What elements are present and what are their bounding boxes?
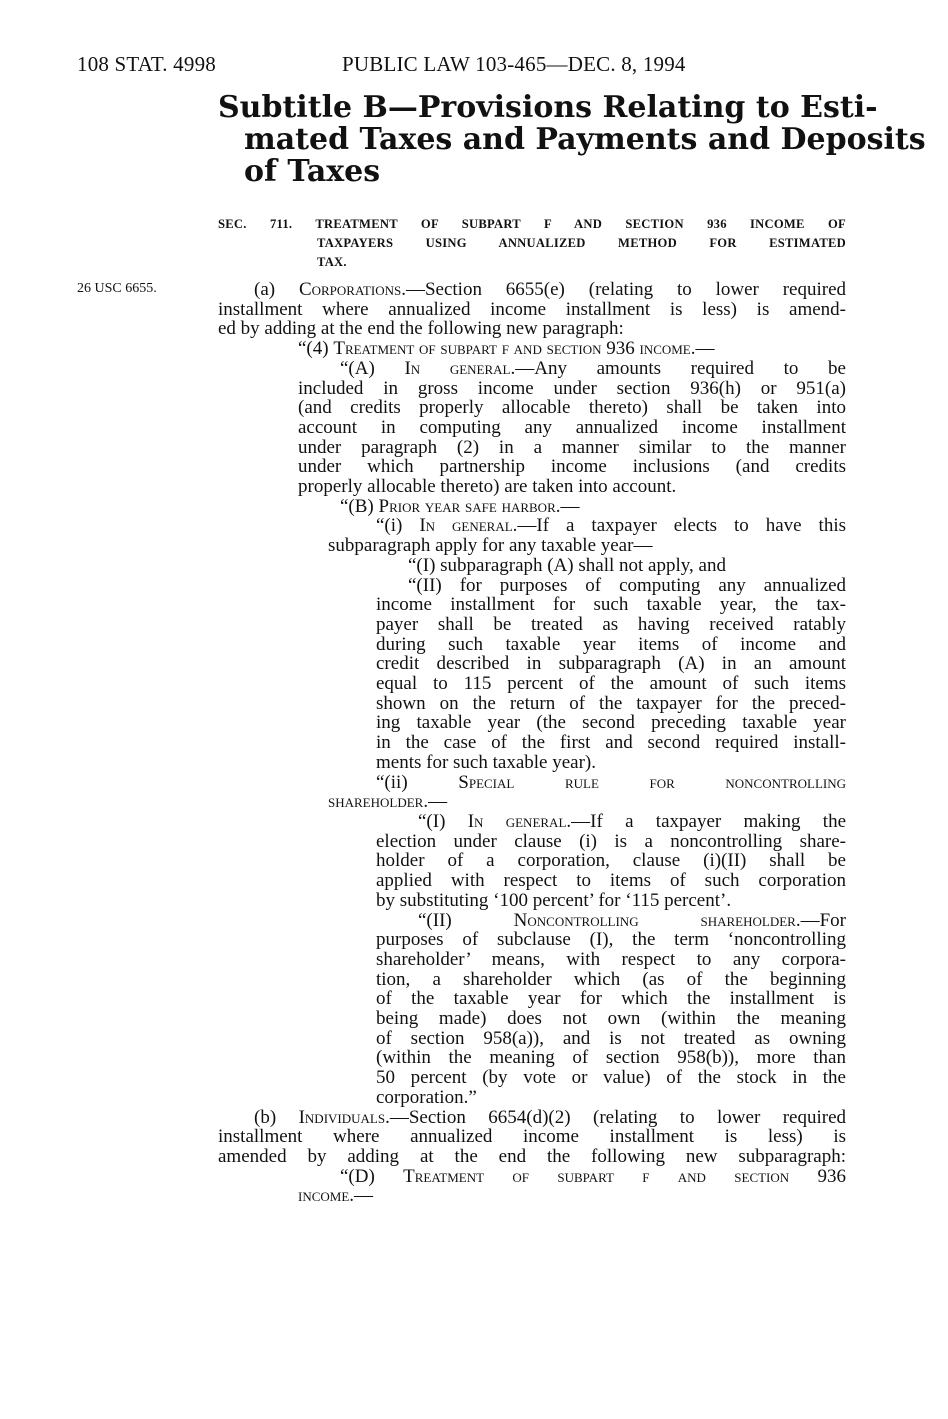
subclause-II-line: income installment for such taxable year, the tax- (376, 594, 846, 616)
section-body (218, 280, 846, 1206)
paragraph-4-heading: “(4) Treatment of subpart f and section 936 income.— (298, 338, 715, 360)
subclause-II-line: shown on the return of the taxpayer for the preced- (376, 692, 846, 714)
subparagraph-B-heading: “(B) Prior year safe harbor.— (340, 495, 580, 517)
subclause-ii-I-line: by substituting ‘100 percent’ for ‘115 percent’. (376, 889, 732, 911)
subclause-ii-II-line: of section 958(a)), and is not treated as owning (376, 1027, 846, 1049)
subtitle-line: mated Taxes and Payments and Deposits (244, 122, 926, 157)
section-heading-line: TAXPAYERS USING ANNUALIZED METHOD FOR ESTIMATED (317, 236, 846, 250)
subclause-ii-II-line: tion, a shareholder which (as of the beginning (376, 968, 846, 990)
subclause-ii-II-line: (within the meaning of section 958(b)), more than (376, 1047, 846, 1069)
running-head: PUBLIC LAW 103-465—DEC. 8, 1994 (342, 52, 686, 76)
subclause-ii-II-line: of the taxable year for which the installment is (376, 988, 846, 1010)
subclause-ii-II-line: “(II) Noncontrolling shareholder.—For (418, 909, 846, 931)
subclause-II-line: “(II) for purposes of computing any annualized (408, 574, 846, 596)
subclause-ii-II-line: shareholder’ means, with respect to any corpora- (376, 948, 846, 970)
margin-citation: 26 USC 6655. (77, 281, 157, 296)
statute-page-number: 108 STAT. 4998 (77, 52, 216, 76)
clause-i-line: subparagraph apply for any taxable year— (328, 535, 653, 557)
subclause-II-line: during such taxable year items of income and (376, 633, 846, 655)
paragraph-a-line: installment where annualized income installment is less) is amend- (218, 298, 846, 320)
subclause-II-line: in the case of the first and second required install- (376, 732, 846, 754)
subclause-ii-I-line: “(I) In general.—If a taxpayer making the (418, 810, 847, 832)
subparagraph-A-line: under which partnership income inclusions (and credits (298, 456, 846, 478)
subtitle-heading (218, 90, 926, 189)
subclause-ii-II-line: being made) does not own (within the meaning (376, 1008, 846, 1030)
subparagraph-A-line: under paragraph (2) in a manner similar to the manner (298, 436, 846, 458)
clause-ii-heading: “(ii) Special rule for noncontrolling (376, 771, 846, 793)
subclause-ii-I-line: holder of a corporation, clause (i)(II) shall be (376, 850, 846, 872)
subclause-II-line: equal to 115 percent of the amount of such items (376, 673, 846, 695)
subclause-ii-II-line: 50 percent (by vote or value) of the stock in the (376, 1067, 846, 1089)
clause-ii-heading: shareholder.— (328, 791, 448, 813)
subparagraph-D-heading: income.— (298, 1185, 374, 1207)
subclause-ii-II-line: purposes of subclause (I), the term ‘noncontrolling (376, 929, 846, 951)
paragraph-a-heading: Corporations (298, 279, 402, 300)
subclause-II-line: payer shall be treated as having received ratably (376, 613, 846, 635)
subclause-ii-I-line: election under clause (i) is a noncontrolling share- (376, 830, 846, 852)
subclause-II-line: ing taxable year (the second preceding taxable year (376, 712, 846, 734)
subparagraph-A-line: properly allocable thereto) are taken into account. (298, 476, 677, 498)
section-heading-line: SEC. 711. TREATMENT OF SUBPART F AND SECTION 936 INCOME OF (218, 217, 846, 231)
section-heading-line: TAX. (317, 255, 347, 269)
paragraph-a-line: ed by adding at the end the following new paragraph: (218, 318, 624, 340)
paragraph-a-line: (a) Corporations.—Section 6655(e) (relating to lower required (254, 279, 846, 300)
paragraph-b-line: amended by adding at the end the following new subparagraph: (218, 1145, 846, 1167)
clause-i-line: “(i) In general.—If a taxpayer elects to have this (376, 515, 847, 537)
subparagraph-A-line: “(A) In general.—Any amounts required to be (340, 357, 846, 379)
subparagraph-A-line: (and credits properly allocable thereto) shall be taken into (298, 397, 846, 419)
subclause-II-line: credit described in subparagraph (A) in an amount (376, 653, 846, 675)
subtitle-line: Subtitle B—Provisions Relating to Esti- (218, 90, 878, 125)
subparagraph-D-heading: “(D) Treatment of subpart f and section 936 (340, 1165, 846, 1187)
paragraph-b-heading: Individuals (298, 1106, 386, 1128)
subclause-ii-II-line: corporation.” (376, 1086, 477, 1108)
subparagraph-A-line: account in computing any annualized income installment (298, 416, 846, 438)
subclause-I-line: “(I) subparagraph (A) shall not apply, and (408, 554, 726, 576)
subparagraph-A-line: included in gross income under section 936(h) or 951(a) (298, 377, 846, 399)
paragraph-b-line: installment where annualized income installment is less) is (218, 1126, 846, 1148)
paragraph-b-line: (b) Individuals.—Section 6654(d)(2) (relating to lower required (254, 1106, 846, 1128)
subtitle-line: of Taxes (244, 154, 381, 189)
subclause-ii-I-line: applied with respect to items of such corporation (376, 870, 846, 892)
subclause-II-line: ments for such taxable year). (376, 751, 596, 773)
section-heading (218, 215, 846, 272)
